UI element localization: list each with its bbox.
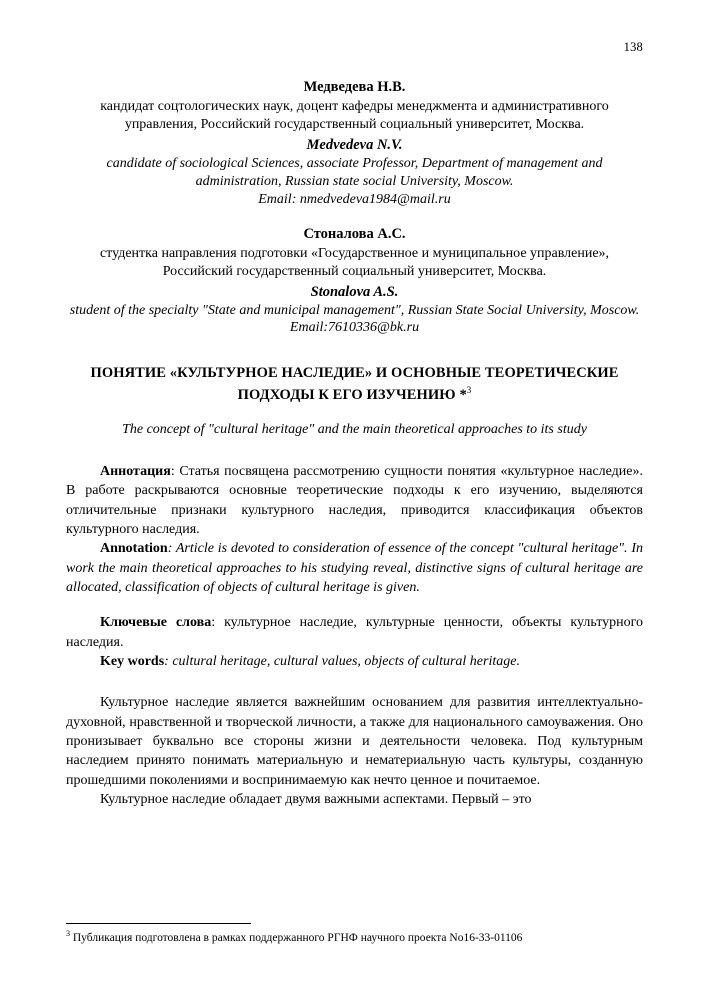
author-2-affiliation-en: student of the specialty "State and municipal management", Russian State Social University, Moscow. xyxy=(69,302,640,318)
author-2-name-ru: Стоналова А.С. xyxy=(303,225,406,242)
author-1-name-en: Medvedeva N.V. xyxy=(306,136,403,153)
keywords-en-label: Key words xyxy=(100,653,165,669)
author-1-affiliation-ru: кандидат соцтологических наук, доцент кафедры менеджмента и административного управления, Российский государственный социальный университет, Москва. xyxy=(100,99,609,133)
keywords-en xyxy=(66,652,643,671)
article-title-ru-text: ПОНЯТИЕ «КУЛЬТУРНОЕ НАСЛЕДИЕ» И ОСНОВНЫЕ ТЕОРЕТИЧЕСКИЕ ПОДХОДЫ К ЕГО ИЗУЧЕНИЮ * xyxy=(90,365,619,403)
abstract-ru xyxy=(66,462,643,539)
body-paragraph-1: Культурное наследие является важнейшим основанием для развития интеллектуально-духовной, нравственной и творческой личности, а также для национального самоуважения. Оно пронизывает буквально все стороны жизни и деятельности человека. Под культурным наследием принято понимать материальную и нематериальную часть культуры, созданную прошедшими поколениями и воспринимаемую как нечто ценное и почитаемое. xyxy=(66,695,643,788)
keywords-gap xyxy=(66,597,643,613)
footnote-text: Публикация подготовлена в рамках поддержанного РГНФ научного проекта No16-33-01106 xyxy=(70,932,523,945)
abstract-ru-label: Аннотация xyxy=(100,464,171,480)
author-2-email: Email:7610336@bk.ru xyxy=(289,320,420,336)
author-block-separator xyxy=(66,208,643,226)
author-block-1 xyxy=(66,79,643,208)
author-block-2 xyxy=(66,226,643,336)
body-paragraph-2: Культурное наследие обладает двумя важными аспектами. Первый – это xyxy=(100,791,532,807)
keywords-en-text: : cultural heritage, cultural values, objects of cultural heritage. xyxy=(164,653,520,669)
abstract-en xyxy=(66,539,643,597)
author-2-name-en: Stonalova A.S. xyxy=(310,283,399,300)
footnote xyxy=(66,929,643,946)
keywords-ru-text: : культурное наследие, культурные ценности, объекты культурного наследия. xyxy=(66,615,644,650)
footnote-separator-rule xyxy=(66,923,251,924)
page-number: 138 xyxy=(623,40,643,54)
author-1-email: Email: nmedvedeva1984@mail.ru xyxy=(258,191,451,207)
title-gap xyxy=(66,405,643,421)
abstract-gap xyxy=(66,440,643,462)
title-spacer xyxy=(66,336,643,364)
author-1-affiliation-en: candidate of sociological Sciences, associate Professor, Department of management and administration, Russian state social University, Moscow. xyxy=(106,155,603,190)
article-title-ru xyxy=(66,364,643,405)
abstract-en-label: Annotation xyxy=(100,541,168,557)
author-2-affiliation-ru: студентка направления подготовки «Государственное и муниципальное управление», Российский государственный социальный университет, Москва. xyxy=(99,245,610,280)
article-title-en: The concept of "cultural heritage" and the main theoretical approaches to its study xyxy=(122,422,587,438)
title-footnote-marker: 3 xyxy=(466,384,472,395)
abstract-ru-text: : Статья посвящена рассмотрению сущности понятия «культурное наследие». В работе раскрываются основные теоретические подходы к его изучению, выделяются отличительные признаки культурного наследия, приводится классификация объектов культурного наследия. xyxy=(66,464,643,538)
abstract-en-text: : Article is devoted to consideration of essence of the concept "cultural heritage". In work the main theoretical approaches to his studying reveal, distinctive signs of cultural heritage are allocated, classification of objects of cultural heritage is given. xyxy=(66,541,643,595)
body-gap xyxy=(66,671,643,693)
footnote-area xyxy=(66,923,643,946)
author-1-name-ru: Медведева Н.В. xyxy=(303,79,406,95)
keywords-ru-label: Ключевые слова xyxy=(100,615,212,631)
footnote-marker: 3 xyxy=(66,929,70,939)
keywords-ru xyxy=(66,613,643,652)
